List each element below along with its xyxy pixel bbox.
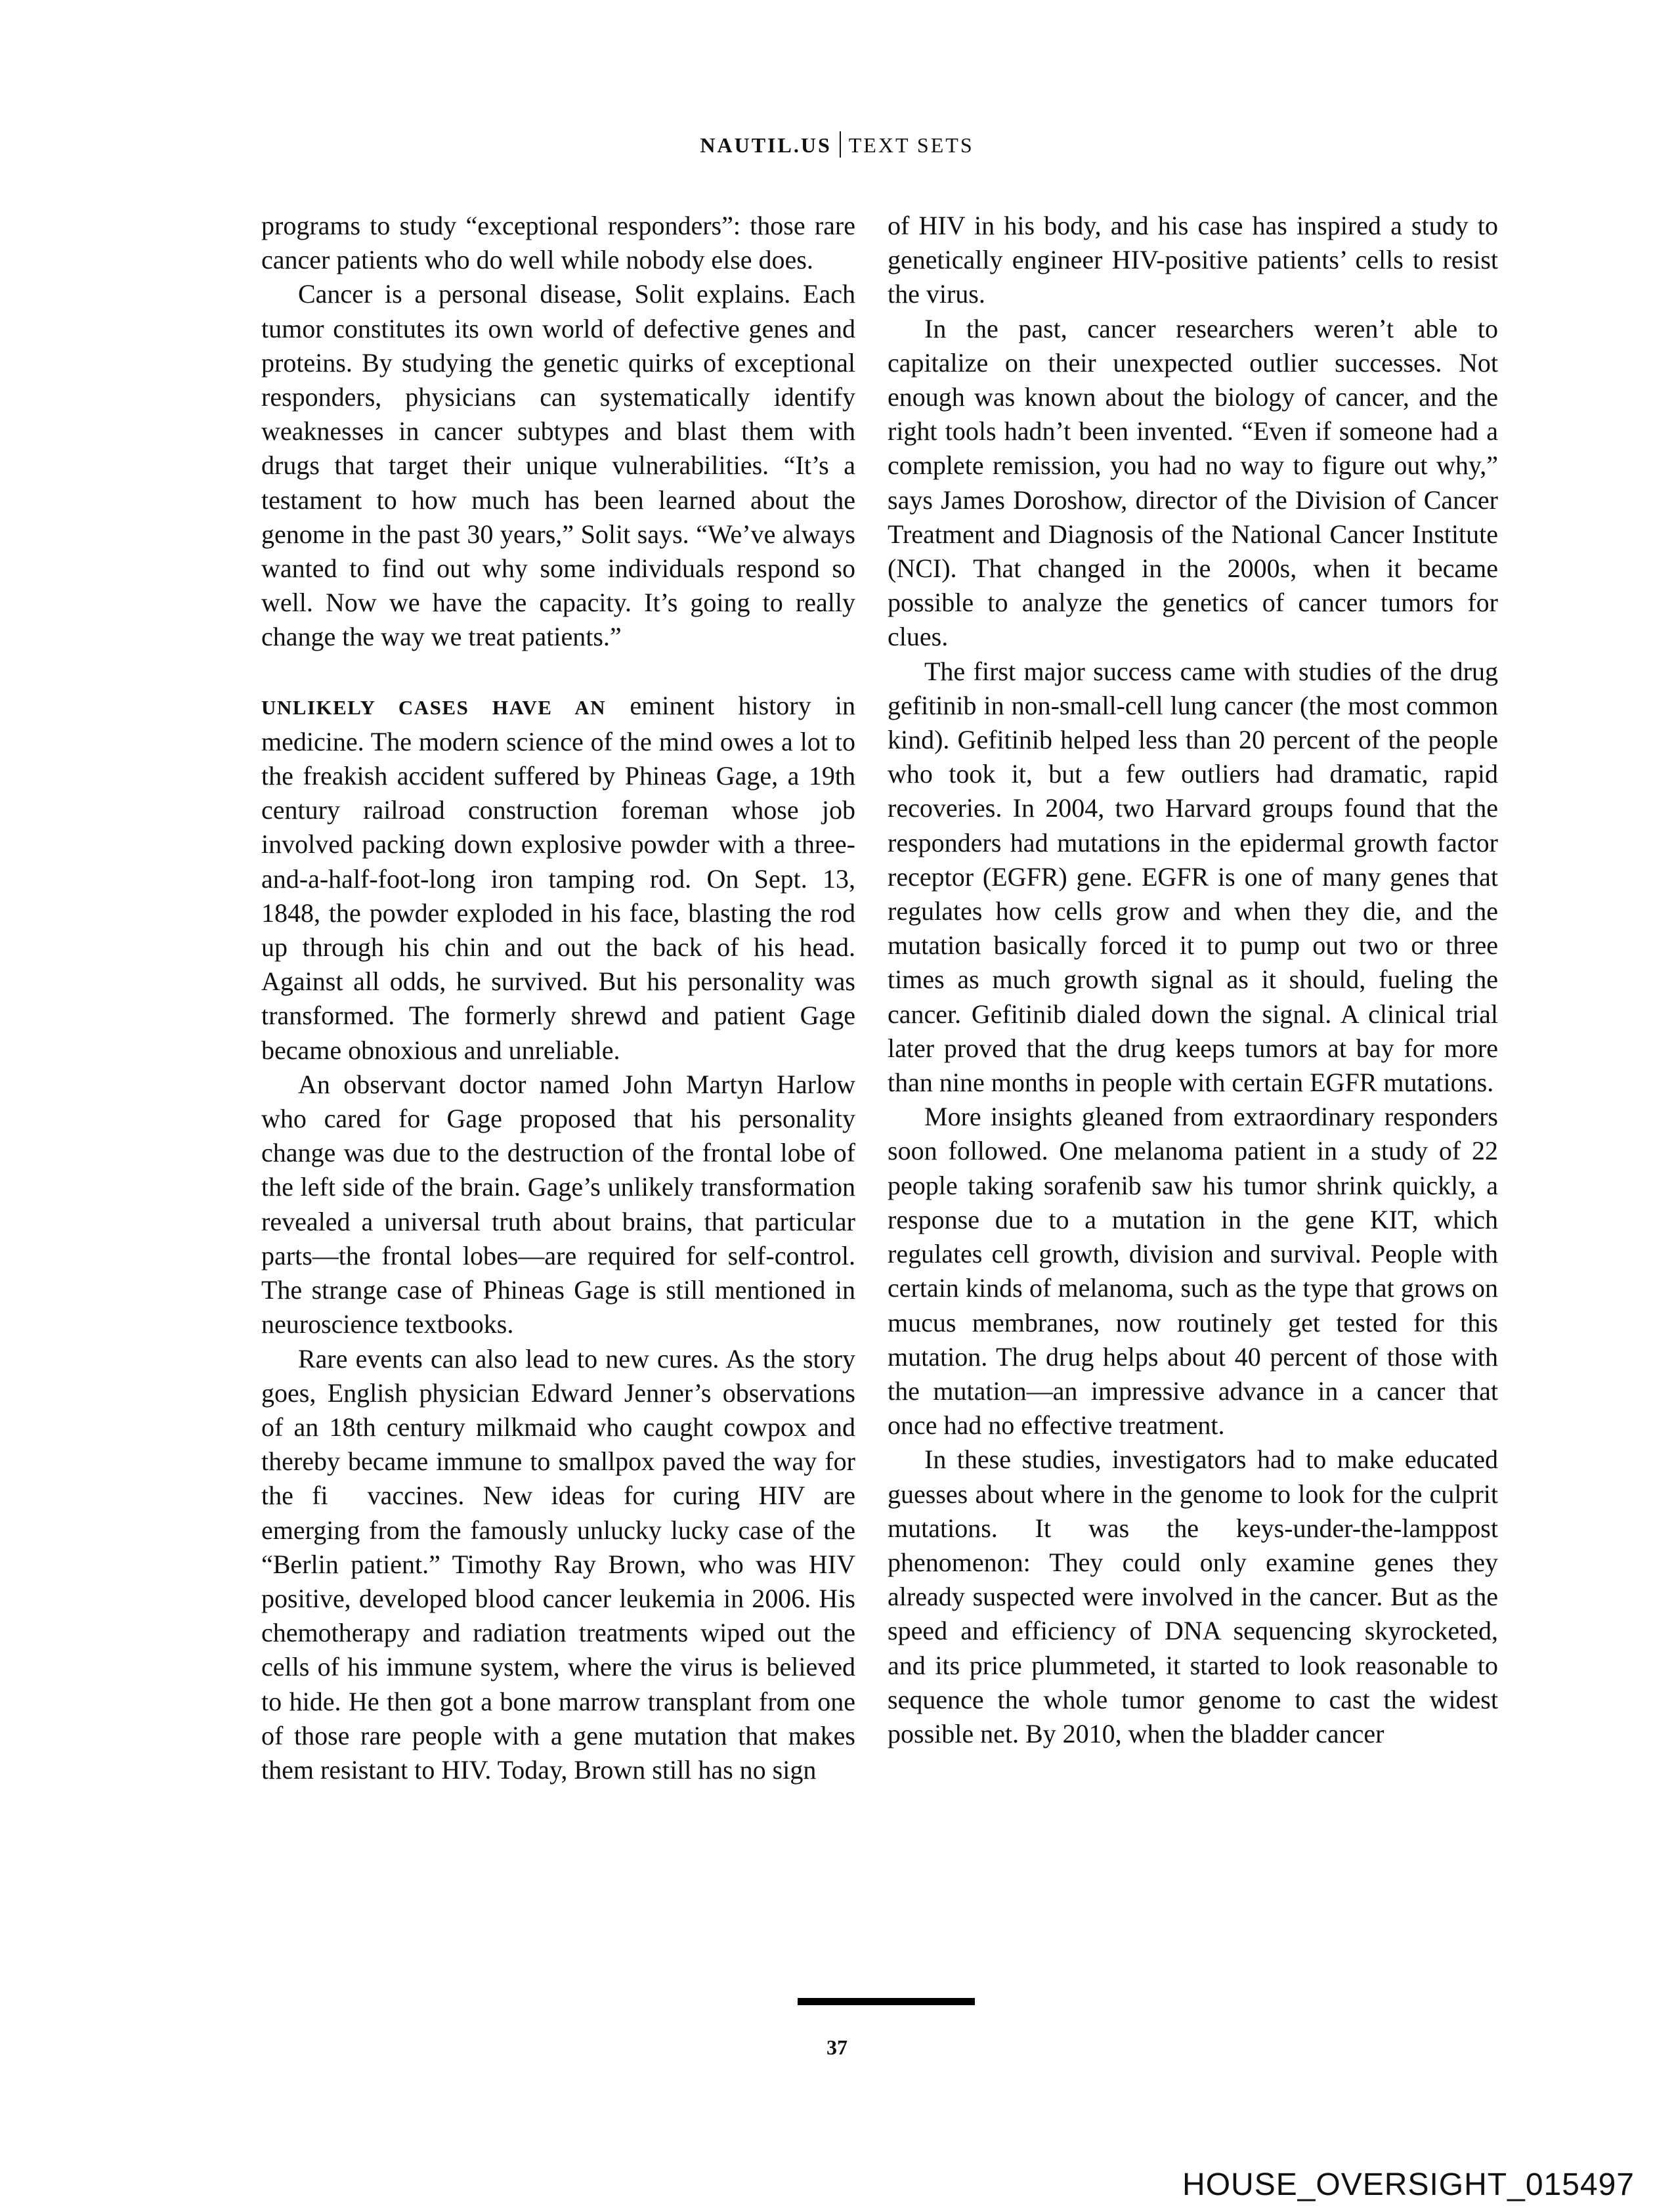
header-divider xyxy=(840,131,841,158)
publication-name: NAUTIL.US xyxy=(700,133,832,157)
paragraph-text: eminent history in medicine. The modern science of the mind owes a lot to the freakish accident suffered by Phineas Gage, a 19th century railroad construction foreman whose job involved packing down explosive powder with a three-and-a-half-foot-long iron tamping rod. On Sept. 13, 1848, the powder exploded in his face, blasting the rod up through his chin and out the back of his head. Against all odds, he survived. But his personality was transformed. The formerly shrewd and patient Gage became obnoxious and unreliable. xyxy=(261,690,856,1065)
paragraph: of HIV in his body, and his case has inspired a study to genetically engineer HIV-positive patients’ cells to resist the virus. xyxy=(888,211,1498,309)
paragraph xyxy=(261,1342,855,1788)
running-header xyxy=(0,131,1674,158)
paragraph: In the past, cancer researchers weren’t able to capitalize on their unexpected outlier successes. Not enough was known about the biology of cancer, and the right tools hadn’t been invented. “Even if someone had a complete remission, you had no way to figure out why,” says James Doroshow, director of the Division of Cancer Treatment and Diagnosis of the National Cancer Institute (NCI). That changed in the 2000s, when it became possible to analyze the genetics of cancer tumors for clues. xyxy=(888,313,1498,652)
paragraph-text: Rare events can also lead to new cures. As the story goes, English physician Edward Jenner’s observations of an 18th century milkmaid who caught cowpox and thereby became immune to smallpox paved the way for the fi xyxy=(261,1343,855,1511)
footer-rule xyxy=(798,1998,975,2005)
section-start-paragraph xyxy=(261,689,855,1068)
section-lead-in: UNLIKELY CASES HAVE AN xyxy=(261,695,607,719)
right-column xyxy=(888,209,1498,1751)
left-column xyxy=(261,209,855,1787)
paragraph: In these studies, investigators had to make educated guesses about where in the genome to look for the culprit mutations. It was the keys-under-the-lamppost phenomenon: They could only examine genes they already suspected were involved in the cancer. But as the speed and efficiency of DNA sequencing skyrocketed, and its price plummeted, it started to look reasonable to sequence the whole tumor genome to cast the widest possible net. By 2010, when the bladder cancer xyxy=(888,1444,1498,1748)
paragraph: Cancer is a personal disease, Solit explains. Each tumor constitutes its own world of defective genes and proteins. By studying the genetic quirks of exceptional responders, physicians can systematically identify weaknesses in cancer subtypes and blast them with drugs that target their unique vulnerabilities. “It’s a testament to how much has been learned about the genome in the past 30 years,” Solit says. “We’ve always wanted to find out why some individuals respond so well. Now we have the capacity. It’s going to really change the way we treat patients.” xyxy=(261,279,855,652)
bates-number: HOUSE_OVERSIGHT_015497 xyxy=(1182,2167,1635,2202)
paragraph: More insights gleaned from extraordinary responders soon followed. One melanoma patient in a study of 22 people taking sorafenib saw his tumor shrink quickly, a response due to a mutation in the gene KIT, which regulates cell growth, division and survival. People with certain kinds of melanoma, such as the type that grows on mucus membranes, now routinely get tested for this mutation. The drug helps about 40 percent of those with the mutation—an impressive advance in a cancer that once had no effective treatment. xyxy=(888,1102,1498,1441)
section-name: TEXT SETS xyxy=(848,133,974,157)
paragraph: programs to study “exceptional responders”: those rare cancer patients who do well while nobody else does. xyxy=(261,211,855,275)
page-number: 37 xyxy=(826,2035,848,2059)
paragraph: The first major success came with studies of the drug gefitinib in non-small-cell lung cancer (the most common kind). Gefitinib helped less than 20 percent of the people who took it, but a few outliers had dramatic, rapid recoveries. In 2004, two Harvard groups found that the responders had mutations in the epidermal growth factor receptor (EGFR) gene. EGFR is one of many genes that regulates how cells grow and when they die, and the mutation basically forced it to pump out two or three times as much growth signal as it should, fueling the cancer. Gefitinib dialed down the signal. A clinical trial later proved that the drug keeps tumors at bay for more than nine months in people with certain EGFR mutations. xyxy=(888,656,1498,1098)
paragraph: An observant doctor named John Martyn Harlow who cared for Gage proposed that his personality change was due to the destruction of the frontal lobe of the left side of the brain. Gage’s unlikely transformation revealed a universal truth about brains, that particular parts—the frontal lobes—are required for self-control. The strange case of Phineas Gage is still mentioned in neuroscience textbooks. xyxy=(261,1069,855,1339)
paragraph-text: vaccines. New ideas for curing HIV are emerging from the famously unlucky lucky case of the “Berlin patient.” Timothy Ray Brown, who was HIV positive, developed blood cancer leukemia in 2006. His chemotherapy and radiation treatments wiped out the cells of his immune system, where the virus is believed to hide. He then got a bone marrow transplant from one of those rare people with a gene mutation that makes them resistant to HIV. Today, Brown still has no sign xyxy=(261,1481,855,1785)
